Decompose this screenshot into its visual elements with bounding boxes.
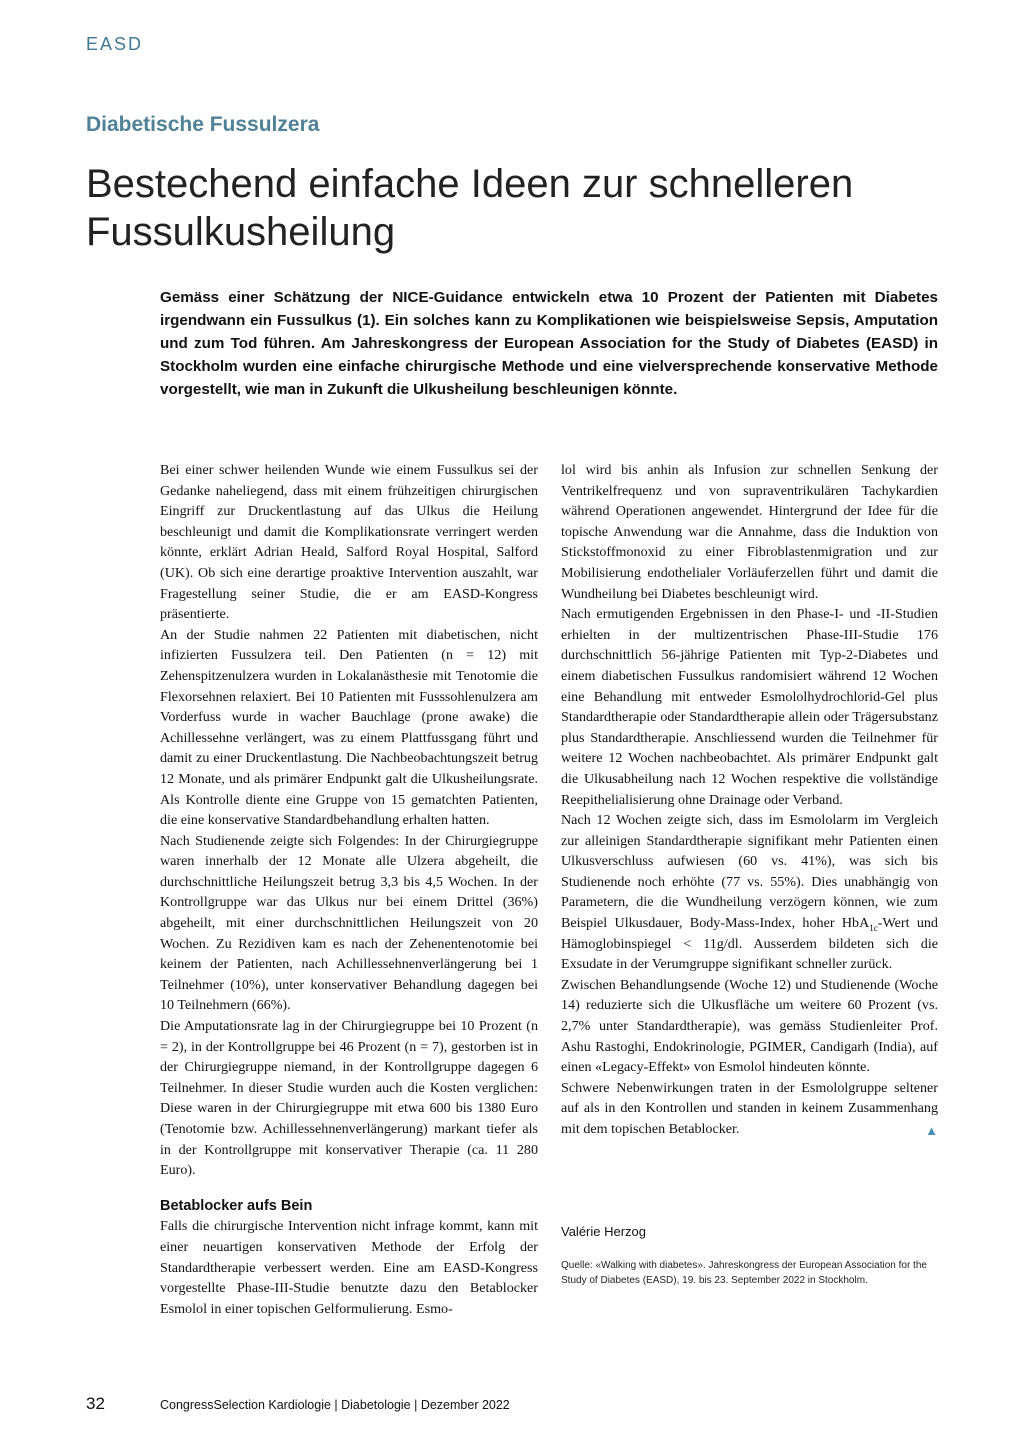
text-span: Schwere Nebenwirkungen traten in der Esmololgruppe seltener auf als in den Kontrollen und standen in keinem Zusammenhang mit dem topischen Betablocker. (561, 1079, 938, 1137)
body-paragraph (561, 810, 938, 975)
body-paragraph: Nach Studienende zeigte sich Folgendes: In der Chirurgiegruppe waren innerhalb der 12 Monate alle Ulzera abgeheilt, die durchschnittliche Heilungszeit betrug 3,3 bis 4,5 Wochen. In der Kontrollgruppe war das Ulkus nur bei einem Drittel (36%) abgeheilt, mit einer durchschnittlichen Heilungszeit von 20 Wochen. Zu Rezidiven kam es nach der Zehenentenotomie bei keinem der Patienten, nach Achillessehnenverlängerung bei 1 Teilnehmer (10%), unter konservativer Behandlung dagegen bei 10 Teilnehmern (66%). (160, 832, 538, 1014)
subheading: Betablocker aufs Bein (160, 1197, 313, 1214)
author-name: Valérie Herzog (561, 1224, 647, 1239)
left-column (160, 460, 538, 1319)
body-paragraph: Die Amputationsrate lag in der Chirurgiegruppe bei 10 Prozent (n = 2), in der Kontrollgruppe bei 46 Prozent (n = 7), gestorben ist in der Chirurgiegruppe niemand, in der Kontrollgruppe dagegen 6 Teilnehmer. In dieser Studie wurden auch die Kosten verglichen: Diese waren in der Chirurgiegruppe mit etwa 600 bis 1380 Euro (Tenotomie bzw. Achillessehnenverlängerung) markant tiefer als in der Kontrollgruppe mit konservativer Therapie (ca. 11 280 Euro). (160, 1018, 538, 1179)
subscript: 1c (869, 922, 878, 933)
body-paragraph: An der Studie nahmen 22 Patienten mit diabetischen, nicht infizierten Fussulzera teil. Den Patienten (n = 12) mit Zehenspitzenulzera wurden in Lokalanästhesie mit Tenotomie die Flexorsehnen relaxiert. Bei 10 Patienten mit Fusssohlenulzera am Vorderfuss wurde in wacher Bauchlage (prone awake) die Achillessehne verlängert, was zu einem Plattfussgang führt und damit zu einer Druckentlastung. Die Nachbeobachtungszeit betrug 12 Monate, und als primärer Endpunkt galt die Ulkusheilungsrate. Als Kontrolle diente eine Gruppe von 15 gematchten Patienten, die eine konservative Standardbehandlung erhalten hatten. (160, 626, 538, 829)
end-of-article-icon: ▲ (925, 1123, 938, 1138)
text-span: -Wert und Hämoglobinspiegel < 11g/dl. Ausserdem bildeten sich die Exsudate in der Verumgruppe signifikant schneller zurück. (561, 915, 938, 973)
article-title: Bestechend einfache Ideen zur schnelleren Fussulkusheilung (86, 162, 854, 254)
body-paragraph: Falls die chirurgische Intervention nicht infrage kommt, kann mit einer neuartigen konservativen Methode der Erfolg der Standardtherapie verbessert werden. Eine am EASD-Kongress vorgestellte Phase-III-Studie benutzte dazu den Betablocker Esmolol in einer topischen Gelformulierung. Esmo- (160, 1218, 538, 1317)
body-paragraph (561, 1078, 938, 1140)
text-span: Nach 12 Wochen zeigte sich, dass im Esmololarm im Vergleich zur alleinigen Standardtherapie signifikant mehr Patienten einen Ulkusverschluss aufwiesen (60 vs. 41%), was sich bis Studienende noch erhöhte (77 vs. 55%). Dies unabhängig von Parametern, die die Wundheilung verzögern können, wie zum Beispiel Ulkusdauer, Body-Mass-Index, hoher HbA (561, 812, 938, 932)
body-paragraph: Bei einer schwer heilenden Wunde wie einem Fussulkus sei der Gedanke naheliegend, dass mit einem frühzeitigen chirurgischen Eingriff zur Druckentlastung auf das Ulkus die Heilung beschleunigt und damit die Komplikationsrate verringert werden könnte, erklärt Adrian Heald, Salford Royal Hospital, Salford (UK). Ob sich eine derartige proaktive Intervention auszahlt, war Fragestellung seiner Studie, die er am EASD-Kongress präsentierte. (160, 462, 538, 623)
body-paragraph: Zwischen Behandlungsende (Woche 12) und Studienende (Woche 14) reduzierte sich die Ulkusfläche um weitere 60 Prozent (vs. 2,7% unter Standardtherapie), was gemäss Studienleiter Prof. Ashu Rastoghi, Endokrinologie, PGIMER, Candigarh (India), auf einen «Legacy-Effekt» von Esmolol hindeuten könnte. (561, 976, 938, 1076)
publication-footer: CongressSelection Kardiologie | Diabetologie | Dezember 2022 (160, 1398, 510, 1412)
body-paragraph: lol wird bis anhin als Infusion zur schnellen Senkung der Ventrikelfrequenz und von supraventrikulären Tachykardien während Operationen angewendet. Hintergrund der Idee für die topische Anwendung war die Annahme, dass die Induktion von Stickstoffmonoxid zu einer Fibroblastenmigration und zur Mobilisierung endothelialer Vorläuferzellen führt und damit die Wundheilung bei Diabetes beschleunigt wird. (561, 462, 938, 602)
page-number: 32 (86, 1394, 105, 1413)
article-kicker: Diabetische Fussulzera (86, 113, 320, 136)
right-column (561, 460, 938, 1142)
source-note: Quelle: «Walking with diabetes». Jahreskongress der European Association for the Study of Diabetes (EASD), 19. bis 23. September 2022 in Stockholm. (561, 1260, 927, 1286)
section-tag: EASD (86, 34, 144, 54)
article-lead: Gemäss einer Schätzung der NICE-Guidance entwickeln etwa 10 Prozent der Patienten mit Diabetes irgendwann ein Fussulkus (1). Ein solches kann zu Komplikationen wie beispielsweise Sepsis, Amputation und zum Tod führen. Am Jahreskongress der European Association for the Study of Diabetes (EASD) in Stockholm wurden eine einfache chirurgische Methode und eine vielversprechende konservative Methode vorgestellt, wie man in Zukunft die Ulkusheilung beschleunigen könnte. (160, 289, 938, 398)
body-paragraph: Nach ermutigenden Ergebnissen in den Phase-I- und -II-Studien erhielten in der multizentrischen Phase-III-Studie 176 durchschnittlich 56-jährige Patienten mit Typ-2-Diabetes und einem diabetischen Fussulkus randomisiert während 12 Wochen eine Behandlung mit entweder Esmololhydrochlorid-Gel plus Standardtherapie oder Standardtherapie allein oder Trägersubstanz plus Standardtherapie. Anschliessend wurden die Teilnehmer für weitere 12 Wochen nachbeobachtet. Als primärer Endpunkt galt die Ulkusabheilung nach 12 Wochen respektive die vollständige Reepithelialisierung ohne Drainage oder Verband. (561, 606, 938, 808)
